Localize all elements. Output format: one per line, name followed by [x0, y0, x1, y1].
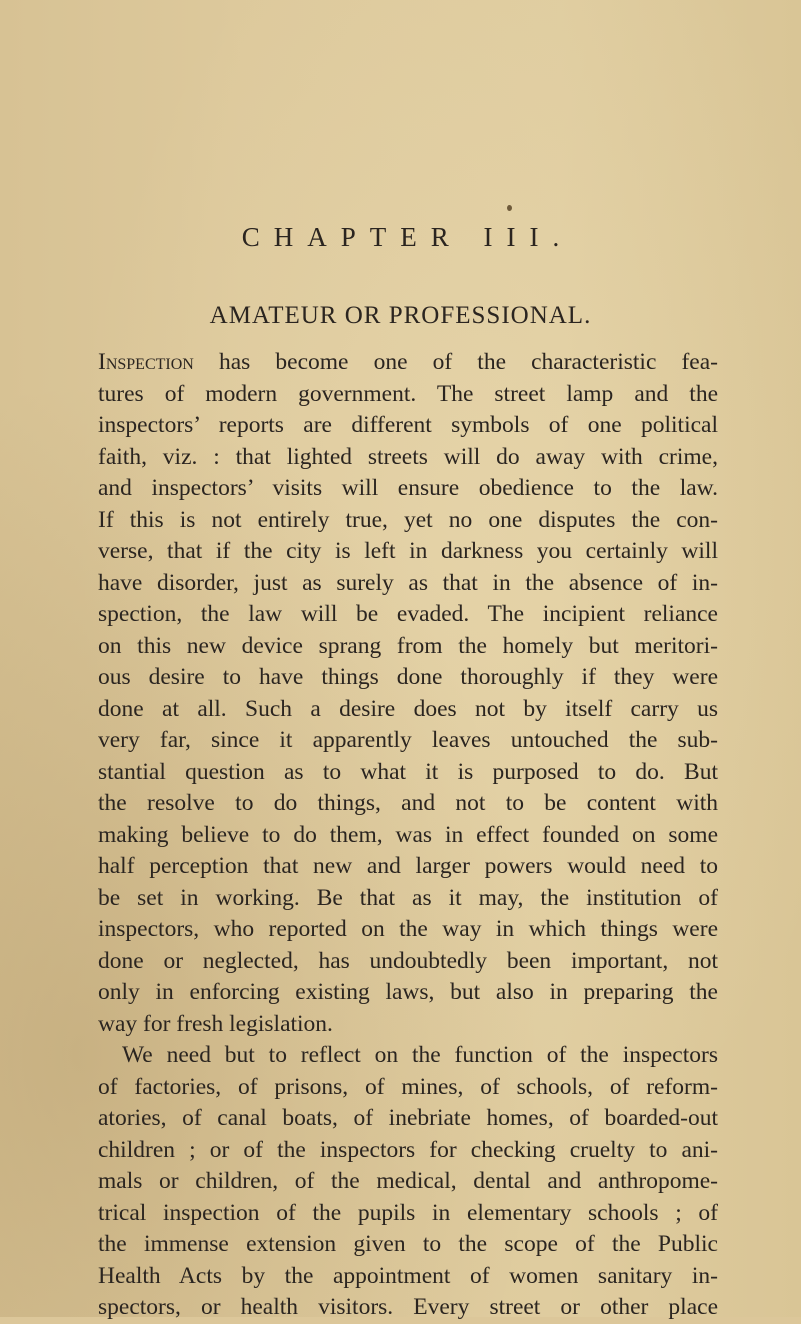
text-line: atories, of canal boats, of inebriate homes, of boarded-out: [98, 1105, 718, 1131]
text-line: mals or children, of the medical, dental and anthropome-: [98, 1168, 718, 1194]
text-line: on this new device sprang from the homely but meritori-: [98, 632, 718, 659]
text-line: stantial question as to what it is purposed to do. But: [98, 758, 718, 785]
text-line: very far, since it apparently leaves untouched the sub-: [98, 727, 718, 753]
text-line: of factories, of prisons, of mines, of schools, of reform-: [98, 1073, 718, 1100]
text-line: have disorder, just as surely as that in the absence of in-: [98, 569, 718, 596]
text-line: be set in working. Be that as it may, the institution of: [98, 884, 718, 911]
text-line: making believe to do them, was in effect founded on some: [98, 821, 718, 848]
text-line: inspectors, who reported on the way in which things were: [98, 916, 718, 942]
text-line: Health Acts by the appointment of women sanitary in-: [98, 1262, 718, 1289]
text-line: tures of modern government. The street lamp and the: [98, 380, 718, 407]
text-line: trical inspection of the pupils in elementary schools ; of: [98, 1199, 718, 1226]
text-line: spectors, or health visitors. Every street or other place: [98, 1294, 718, 1320]
text-line: way for fresh legislation.: [98, 1010, 333, 1037]
text-line: We need but to reflect on the function of the inspectors: [122, 1042, 718, 1068]
text-line: half perception that new and larger powers would need to: [98, 853, 718, 879]
text-line: ous desire to have things done thoroughly if they were: [98, 664, 718, 690]
text-line: inspectors’ reports are different symbols of one political: [98, 412, 718, 438]
text-line: and inspectors’ visits will ensure obedience to the law.: [98, 475, 718, 501]
text-line: children ; or of the inspectors for checking cruelty to ani-: [98, 1136, 718, 1163]
chapter-subtitle: AMATEUR OR PROFESSIONAL.: [209, 302, 592, 329]
chapter-title: CHAPTER III.: [241, 222, 574, 252]
text-line: the immense extension given to the scope of the Public: [98, 1231, 718, 1257]
text-line: done or neglected, has undoubtedly been important, not: [98, 947, 718, 974]
printer-mark: [507, 205, 512, 211]
text-line: Inspection has become one of the characteristic fea-: [98, 349, 718, 375]
body-text: [98, 347, 718, 1324]
text-line: verse, that if the city is left in darkness you certainly will: [98, 538, 718, 564]
text-line: done at all. Such a desire does not by itself carry us: [98, 695, 718, 722]
text-line: only in enforcing existing laws, but also in preparing the: [98, 979, 718, 1005]
text-line: faith, viz. : that lighted streets will do away with crime,: [98, 443, 718, 470]
text-line: If this is not entirely true, yet no one disputes the con-: [98, 506, 718, 533]
text-line: spection, the law will be evaded. The incipient reliance: [98, 601, 718, 627]
lead-word: Inspection: [98, 349, 194, 375]
text-line: the resolve to do things, and not to be content with: [98, 790, 718, 816]
